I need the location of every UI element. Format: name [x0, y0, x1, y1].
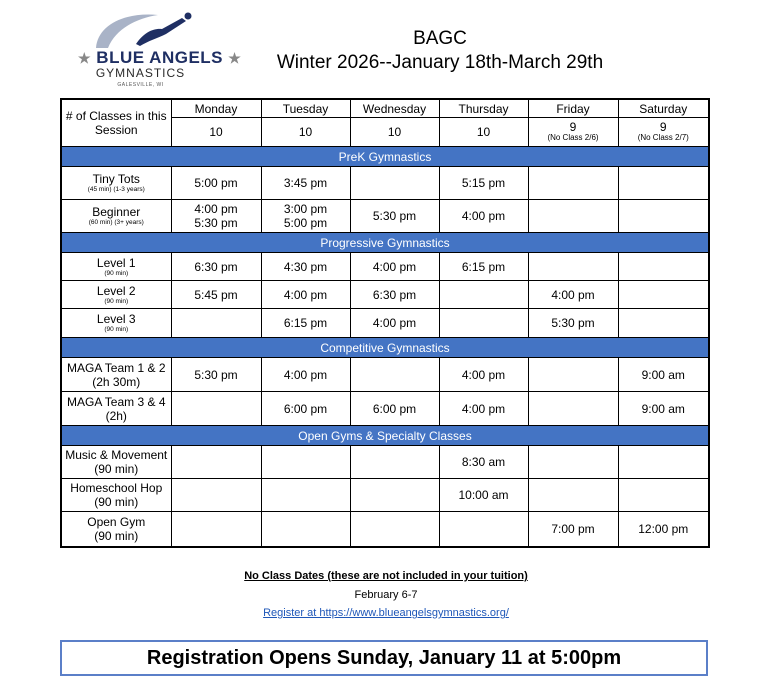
class-name-cell	[61, 200, 171, 233]
time-cell: 4:00 pm	[261, 281, 350, 309]
time-cell: 3:45 pm	[261, 167, 350, 200]
day-header: Thursday	[439, 99, 528, 118]
time-cell: 5:15 pm	[439, 167, 528, 200]
time-cell	[350, 479, 439, 512]
time-cell	[350, 358, 439, 392]
no-class-dates: February 6-7	[354, 589, 418, 601]
time-cell	[350, 446, 439, 479]
schedule-row	[61, 512, 709, 548]
time-cell	[439, 512, 528, 548]
time-cell: 6:00 pm	[261, 392, 350, 426]
no-class-note: (No Class 2/7)	[637, 133, 689, 142]
time-cell: 7:00 pm	[528, 512, 618, 548]
section-title: Open Gyms & Specialty Classes	[61, 426, 709, 446]
class-name-cell	[61, 358, 171, 392]
class-count: 9	[569, 120, 577, 134]
schedule-row	[61, 200, 709, 233]
class-count: 10	[387, 125, 402, 139]
time-cell: 4:00 pm	[350, 253, 439, 281]
class-name-cell	[61, 309, 171, 338]
time-cell: 5:30 pm	[171, 358, 261, 392]
class-count: 9	[659, 120, 667, 134]
schedule-row	[61, 358, 709, 392]
class-name-cell	[61, 167, 171, 200]
time-cell: 5:45 pm	[171, 281, 261, 309]
day-header: Tuesday	[261, 99, 350, 118]
class-name-cell	[61, 253, 171, 281]
schedule-row	[61, 281, 709, 309]
section-header-row	[61, 233, 709, 253]
day-header: Saturday	[618, 99, 709, 118]
class-detail: (90 min)	[104, 326, 129, 333]
time-cell: 5:30 pm	[528, 309, 618, 338]
time-cell: 6:30 pm	[171, 253, 261, 281]
time-cell: 4:00 pm	[261, 358, 350, 392]
time-cell: 12:00 pm	[618, 512, 709, 548]
logo-subtitle: GYMNASTICS	[95, 66, 186, 80]
class-name: MAGA Team 1 & 2 (2h 30m)	[67, 360, 166, 389]
no-class-note: (No Class 2/6)	[547, 133, 599, 142]
schedule-row	[61, 253, 709, 281]
time-cell: 6:15 pm	[439, 253, 528, 281]
time-cell: 4:00 pm	[350, 309, 439, 338]
schedule-row	[61, 309, 709, 338]
time-cell: 6:00 pm	[350, 392, 439, 426]
time-cell	[171, 512, 261, 548]
star-icon: ★	[228, 50, 242, 66]
time-cell	[528, 446, 618, 479]
time-cell: 5:00 pm	[171, 167, 261, 200]
section-title: PreK Gymnastics	[61, 147, 709, 167]
class-name: Open Gym (90 min)	[87, 515, 146, 543]
time-cell	[528, 392, 618, 426]
class-name: Beginner	[92, 205, 141, 219]
class-detail: (45 min) (1-3 years)	[87, 186, 145, 193]
time-cell	[171, 479, 261, 512]
time-cell	[618, 309, 709, 338]
time-cell	[350, 512, 439, 548]
time-cell: 4:30 pm	[261, 253, 350, 281]
class-name-cell	[61, 281, 171, 309]
class-name: Level 3	[96, 312, 136, 326]
time-cell: 5:30 pm	[350, 200, 439, 233]
time-cell	[439, 309, 528, 338]
time-cell	[171, 392, 261, 426]
day-header: Monday	[171, 99, 261, 118]
class-count: 10	[298, 125, 313, 139]
class-name: Level 1	[96, 255, 136, 270]
logo-brand	[78, 48, 242, 68]
schedule-row	[61, 167, 709, 200]
star-icon: ★	[78, 50, 92, 66]
page-title: BAGC	[413, 28, 467, 49]
time-cell	[618, 167, 709, 200]
registration-banner	[60, 640, 708, 676]
time-cell	[261, 512, 350, 548]
page-subtitle: Winter 2026--January 18th-March 29th	[276, 52, 604, 73]
logo	[78, 10, 242, 92]
time-cell: 4:00 pm	[439, 358, 528, 392]
sessions-count-label: # of Classes in this Session	[61, 99, 171, 147]
class-count-cell	[261, 118, 350, 147]
class-name-cell	[61, 392, 171, 426]
logo-brand-text: BLUE ANGELS	[96, 48, 224, 67]
time-cell: 4:00 pm	[528, 281, 618, 309]
time-cell: 9:00 am	[618, 358, 709, 392]
class-name-cell	[61, 479, 171, 512]
section-header-row	[61, 426, 709, 446]
class-detail: (90 min)	[104, 269, 129, 277]
time-cell	[261, 479, 350, 512]
class-name: MAGA Team 3 & 4 (2h)	[67, 394, 166, 423]
section-title: Progressive Gymnastics	[61, 233, 709, 253]
time-cell: 6:30 pm	[350, 281, 439, 309]
class-count-cell	[439, 118, 528, 147]
time-cell	[528, 253, 618, 281]
time-cell	[618, 253, 709, 281]
time-cell: 9:00 am	[618, 392, 709, 426]
time-cell	[618, 200, 709, 233]
class-detail: (90 min)	[104, 297, 129, 305]
logo-location: GALESVILLE, WI	[117, 82, 164, 88]
class-count-cell	[528, 118, 618, 147]
class-name: Tiny Tots	[92, 172, 140, 186]
time-cell: 3:00 pm 5:00 pm	[261, 200, 350, 233]
schedule-table	[60, 98, 710, 548]
time-cell	[528, 358, 618, 392]
class-count-cell	[350, 118, 439, 147]
time-cell	[528, 479, 618, 512]
class-count-cell	[618, 118, 709, 147]
time-cell	[439, 281, 528, 309]
no-class-title: No Class Dates (these are not included in your tuition)	[244, 570, 528, 582]
time-cell: 4:00 pm	[439, 200, 528, 233]
class-name: Music & Movement (90 min)	[65, 448, 168, 476]
register-link[interactable]: Register at https://www.blueangelsgymnastics.org/	[263, 607, 509, 619]
time-cell: 4:00 pm	[439, 392, 528, 426]
time-cell	[618, 479, 709, 512]
section-header-row	[61, 147, 709, 167]
time-cell: 4:00 pm 5:30 pm	[171, 200, 261, 233]
class-detail: (60 min) (3+ years)	[88, 219, 144, 226]
day-header: Friday	[528, 99, 618, 118]
time-cell	[261, 446, 350, 479]
day-header: Wednesday	[350, 99, 439, 118]
class-count-cell	[171, 118, 261, 147]
section-title: Competitive Gymnastics	[61, 338, 709, 358]
time-cell	[618, 281, 709, 309]
time-cell	[528, 200, 618, 233]
section-header-row	[61, 338, 709, 358]
time-cell	[350, 167, 439, 200]
class-name: Homeschool Hop (90 min)	[70, 481, 163, 509]
time-cell: 6:15 pm	[261, 309, 350, 338]
time-cell: 8:30 am	[439, 446, 528, 479]
class-name: Level 2	[96, 283, 136, 298]
schedule-row	[61, 446, 709, 479]
schedule-row	[61, 392, 709, 426]
class-name-cell	[61, 446, 171, 479]
class-count: 10	[209, 125, 223, 139]
class-name-cell	[61, 512, 171, 548]
schedule-row	[61, 479, 709, 512]
registration-text: Registration Opens Sunday, January 11 at 5:00pm	[146, 646, 622, 669]
time-cell	[528, 167, 618, 200]
time-cell	[618, 446, 709, 479]
day-header-row	[61, 99, 709, 118]
time-cell	[171, 309, 261, 338]
time-cell: 10:00 am	[439, 479, 528, 512]
class-count: 10	[476, 125, 491, 139]
gymnast-swoosh-icon	[78, 10, 203, 50]
time-cell	[171, 446, 261, 479]
